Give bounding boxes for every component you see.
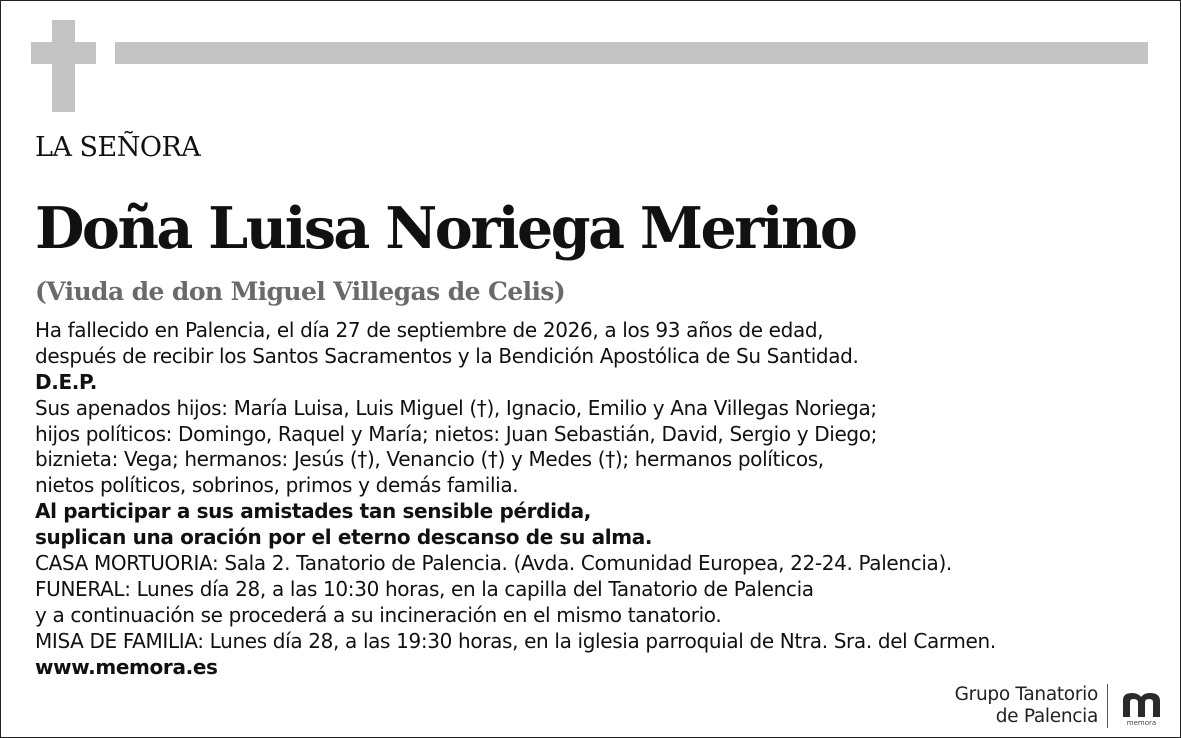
family-line-4: nietos políticos, sobrinos, primos y demás familia. [35,473,519,498]
cross-icon-vertical [52,20,75,112]
brand-line-2: de Palencia [995,706,1098,727]
brand-line-1: Grupo Tanatorio [954,684,1098,705]
family-line-1: Sus apenados hijos: María Luisa, Luis Miguel (†), Ignacio, Emilio y Ana Villegas Noriega; [35,395,877,420]
funeral-line-1: FUNERAL: Lunes día 28, a las 10:30 horas, en la capilla del Tanatorio de Palencia [35,576,814,601]
notice-body [35,318,996,680]
misa-line: MISA DE FAMILIA: Lunes día 28, a las 19:30 horas, en la iglesia parroquial de Ntra. Sra. del Carmen. [35,628,996,653]
notice-title: LA SEÑORA [35,132,201,163]
family-line-2: hijos políticos: Domingo, Raquel y María; nietos: Juan Sebastián, David, Sergio y Diego; [35,421,878,446]
death-line-1: Ha fallecido en Palencia, el día 27 de septiembre de 2026, a los 93 años de edad, [35,318,824,342]
funeral-home-brand [928,684,1098,728]
cross-icon-horizontal [31,42,96,64]
funeral-line-2: y a continuación se procederá a su incineración en el mismo tanatorio. [35,602,722,627]
death-line-2: después de recibir los Santos Sacramentos y la Bendición Apostólica de Su Santidad. [35,343,859,368]
request-line-2: suplican una oración por el eterno descanso de su alma. [35,525,653,550]
deceased-name: Doña Luisa Noriega Merino [35,195,856,262]
brand-divider [1107,684,1108,728]
website-link[interactable]: www.memora.es [35,654,218,679]
header-bar [115,42,1148,64]
memora-logo-icon [1118,688,1168,726]
logo-text: memora [1126,719,1157,726]
casa-mortuoria-line: CASA MORTUORIA: Sala 2. Tanatorio de Palencia. (Avda. Comunidad Europea, 22-24. Palencia). [35,551,952,576]
request-line-1: Al participar a sus amistades tan sensible pérdida, [35,499,592,524]
family-line-3: biznieta: Vega; hermanos: Jesús (†), Venancio (†) y Medes (†); hermanos políticos, [35,447,824,472]
dep-line: D.E.P. [35,369,97,394]
widow-subtitle: (Viuda de don Miguel Villegas de Celis) [35,277,566,306]
